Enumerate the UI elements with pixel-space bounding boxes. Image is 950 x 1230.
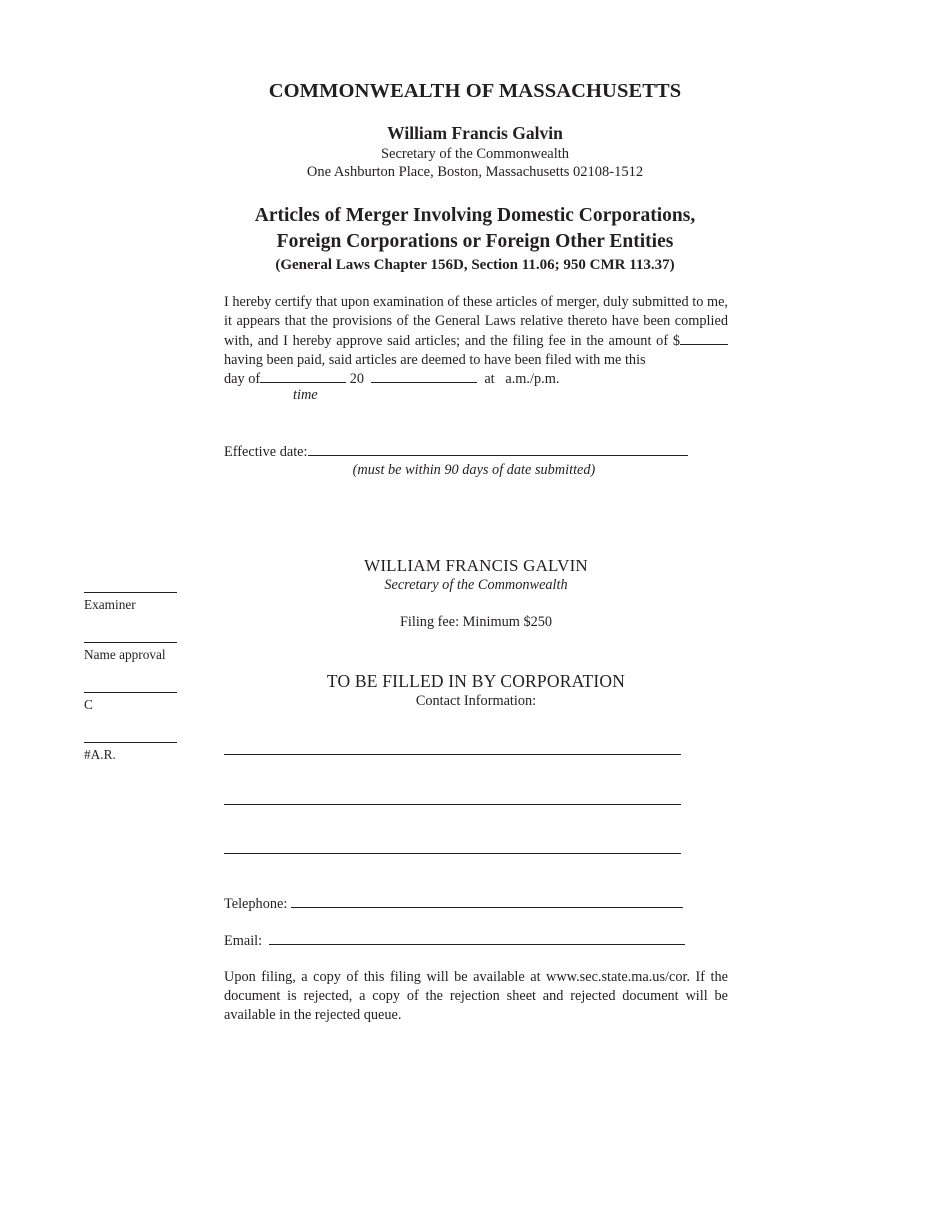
ampm-label: a.m./p.m. <box>505 371 560 387</box>
corporation-heading: TO BE FILLED IN BY CORPORATION <box>326 671 626 691</box>
contact-info-label: Contact Information: <box>415 693 537 709</box>
telephone-row <box>224 894 683 913</box>
filing-date-row <box>224 369 559 388</box>
effective-date-row <box>224 442 688 461</box>
day-of-label: day of <box>224 371 261 387</box>
examiner-line[interactable] <box>84 592 177 593</box>
ar-line[interactable] <box>84 742 177 743</box>
certification-paragraph <box>224 293 728 370</box>
fee-suffix-text: having been paid, said articles are deemed to have been filed with me this <box>224 352 646 368</box>
year-field[interactable] <box>371 369 477 383</box>
contact-line-2[interactable] <box>224 804 681 805</box>
day-month-field[interactable] <box>260 369 346 383</box>
examiner-box <box>84 592 177 613</box>
email-field[interactable] <box>269 931 685 945</box>
ar-box <box>84 742 177 763</box>
email-label: Email: <box>224 933 263 949</box>
c-line[interactable] <box>84 692 177 693</box>
name-approval-line[interactable] <box>84 642 177 643</box>
c-label: C <box>84 697 93 712</box>
email-row <box>224 931 685 950</box>
time-label: time <box>293 387 318 403</box>
official-title: Secretary of the Commonwealth <box>380 146 570 162</box>
document-title-line-1: Articles of Merger Involving Domestic Corporations, <box>254 205 696 226</box>
fee-amount-field[interactable] <box>680 331 728 345</box>
contact-line-3[interactable] <box>224 853 681 854</box>
office-address: One Ashburton Place, Boston, Massachusetts 02108-1512 <box>306 164 644 180</box>
ar-label: #A.R. <box>84 747 116 762</box>
name-approval-label: Name approval <box>84 647 166 662</box>
document-title <box>0 203 950 255</box>
name-approval-box <box>84 642 177 663</box>
state-heading: COMMONWEALTH OF MASSACHUSETTS <box>268 80 682 102</box>
effective-date-field[interactable] <box>308 442 688 456</box>
examiner-label: Examiner <box>84 597 136 612</box>
official-name: William Francis Galvin <box>387 123 563 143</box>
certification-text: I hereby certify that upon examination of these articles of merger, duly submitted to me, it appears that the provisions of the General Laws relative thereto have been complied with, and I hereby approve said articles; and the filing fee in the amount of <box>224 294 728 349</box>
filing-notice: Upon filing, a copy of this filing will be available at www.sec.state.ma.us/cor. If the document is rejected, a copy of the rejection sheet and rejected document will be available in the rejected queue. <box>224 969 728 1023</box>
c-box <box>84 692 177 713</box>
effective-date-note: (must be within 90 days of date submitted) <box>352 462 596 478</box>
law-citation: (General Laws Chapter 156D, Section 11.06; 950 CMR 113.37) <box>275 257 675 273</box>
document-title-line-2: Foreign Corporations or Foreign Other Entities <box>276 231 674 252</box>
at-label: at <box>484 371 495 387</box>
dollar-sign: $ <box>672 333 681 349</box>
effective-date-label: Effective date: <box>224 444 308 460</box>
contact-line-1[interactable] <box>224 754 681 755</box>
year-prefix: 20 <box>349 371 365 387</box>
telephone-field[interactable] <box>291 894 683 908</box>
secretary-name: WILLIAM FRANCIS GALVIN <box>364 556 588 575</box>
telephone-label: Telephone: <box>224 896 288 912</box>
secretary-title: Secretary of the Commonwealth <box>384 577 568 593</box>
filing-fee: Filing fee: Minimum $250 <box>399 614 553 630</box>
